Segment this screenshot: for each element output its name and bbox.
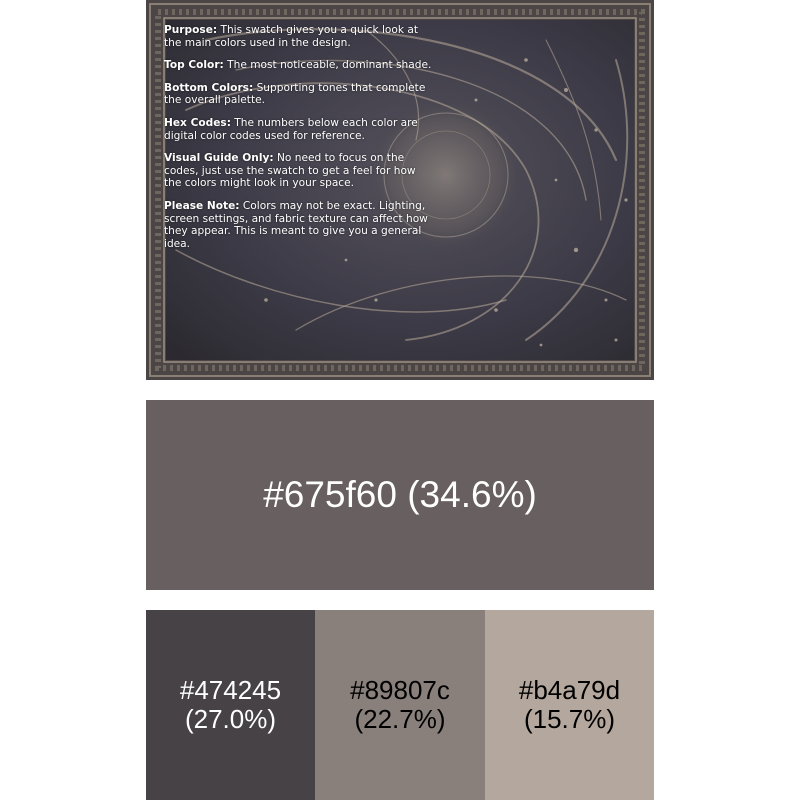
note-label: Please Note:	[164, 199, 240, 212]
note-text: The most noticeable, dominant shade.	[223, 59, 432, 72]
note-visual-guide	[164, 152, 434, 190]
note-please-note	[164, 200, 434, 250]
swatch-hex: #474245	[179, 675, 282, 705]
note-text: This swatch gives you a quick look at the main colors used in the design.	[164, 24, 419, 49]
note-label: Visual Guide Only:	[164, 152, 274, 165]
note-hex-codes	[164, 117, 434, 142]
swatch-percent: (22.7%)	[354, 704, 446, 734]
swatch-percent: (27.0%)	[184, 704, 277, 734]
supporting-color-swatch-2	[315, 610, 485, 800]
note-label: Bottom Colors:	[164, 81, 254, 94]
note-text: The numbers below each color are digital color codes used for reference.	[164, 116, 418, 142]
dominant-color-label: #675f60 (34.6%)	[263, 474, 537, 515]
swatch-hex: #b4a79d	[518, 675, 621, 705]
note-bottom-colors	[164, 82, 434, 107]
note-text: Colors may not be exact. Lighting, screen settings, and fabric texture can affect how they appear. This is meant to give you a general idea.	[164, 199, 428, 250]
note-top-color	[164, 59, 434, 72]
dominant-color-swatch	[146, 400, 654, 590]
note-purpose	[164, 24, 434, 49]
swatch-percent: (15.7%)	[523, 704, 616, 734]
note-text: No need to focus on the codes, just use the swatch to get a feel for how the colors might look in your space.	[164, 152, 416, 190]
supporting-color-swatch-3	[485, 610, 654, 800]
note-label: Top Color:	[164, 59, 224, 72]
supporting-color-swatch-1	[146, 610, 315, 800]
note-text: Supporting tones that complete the overall palette.	[164, 81, 426, 107]
note-label: Purpose:	[164, 24, 218, 36]
swatch-notes	[164, 24, 434, 260]
note-label: Hex Codes:	[164, 116, 231, 129]
rug-image	[146, 0, 654, 380]
swatch-hex: #89807c	[350, 675, 450, 705]
